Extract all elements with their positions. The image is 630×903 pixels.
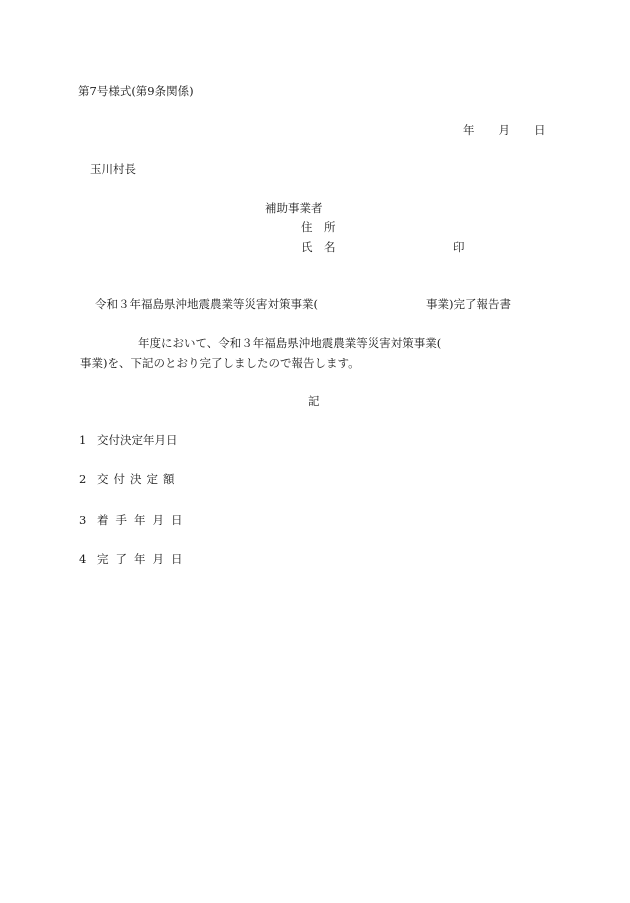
name-label: 氏 名 [301,240,336,254]
address-label: 住 所 [301,220,336,234]
report-title-suffix: 事業)完了報告書 [425,297,511,311]
body-line-1: 年度において、令和３年福島県沖地震農業等災害対策事業( [138,336,442,350]
date-line [463,123,546,137]
form-number: 第7号様式(第9条関係) [78,84,194,98]
list-item [79,472,180,486]
item-number: 1 [79,433,87,447]
item-number: 4 [79,552,87,566]
list-item [79,552,190,566]
date-year: 年 [463,123,475,137]
list-item [79,513,190,527]
seal-mark: 印 [453,240,465,254]
ki-heading: 記 [308,394,320,408]
applicant-title: 補助事業者 [265,201,323,215]
item-label: 完了年月日 [97,552,190,566]
report-title-prefix: 令和３年福島県沖地震農業等災害対策事業( [95,297,318,311]
date-month: 月 [498,123,510,137]
list-item [79,433,178,447]
recipient: 玉川村長 [90,162,136,176]
date-day: 日 [534,123,546,137]
report-title [95,297,511,311]
item-label: 着手年月日 [97,513,190,527]
item-label: 交付決定額 [97,472,180,486]
item-number: 2 [79,472,87,486]
body-line-2: 事業)を、下記のとおり完了しましたので報告します。 [80,356,360,370]
item-label: 交付決定年月日 [97,433,178,447]
item-number: 3 [79,513,87,527]
